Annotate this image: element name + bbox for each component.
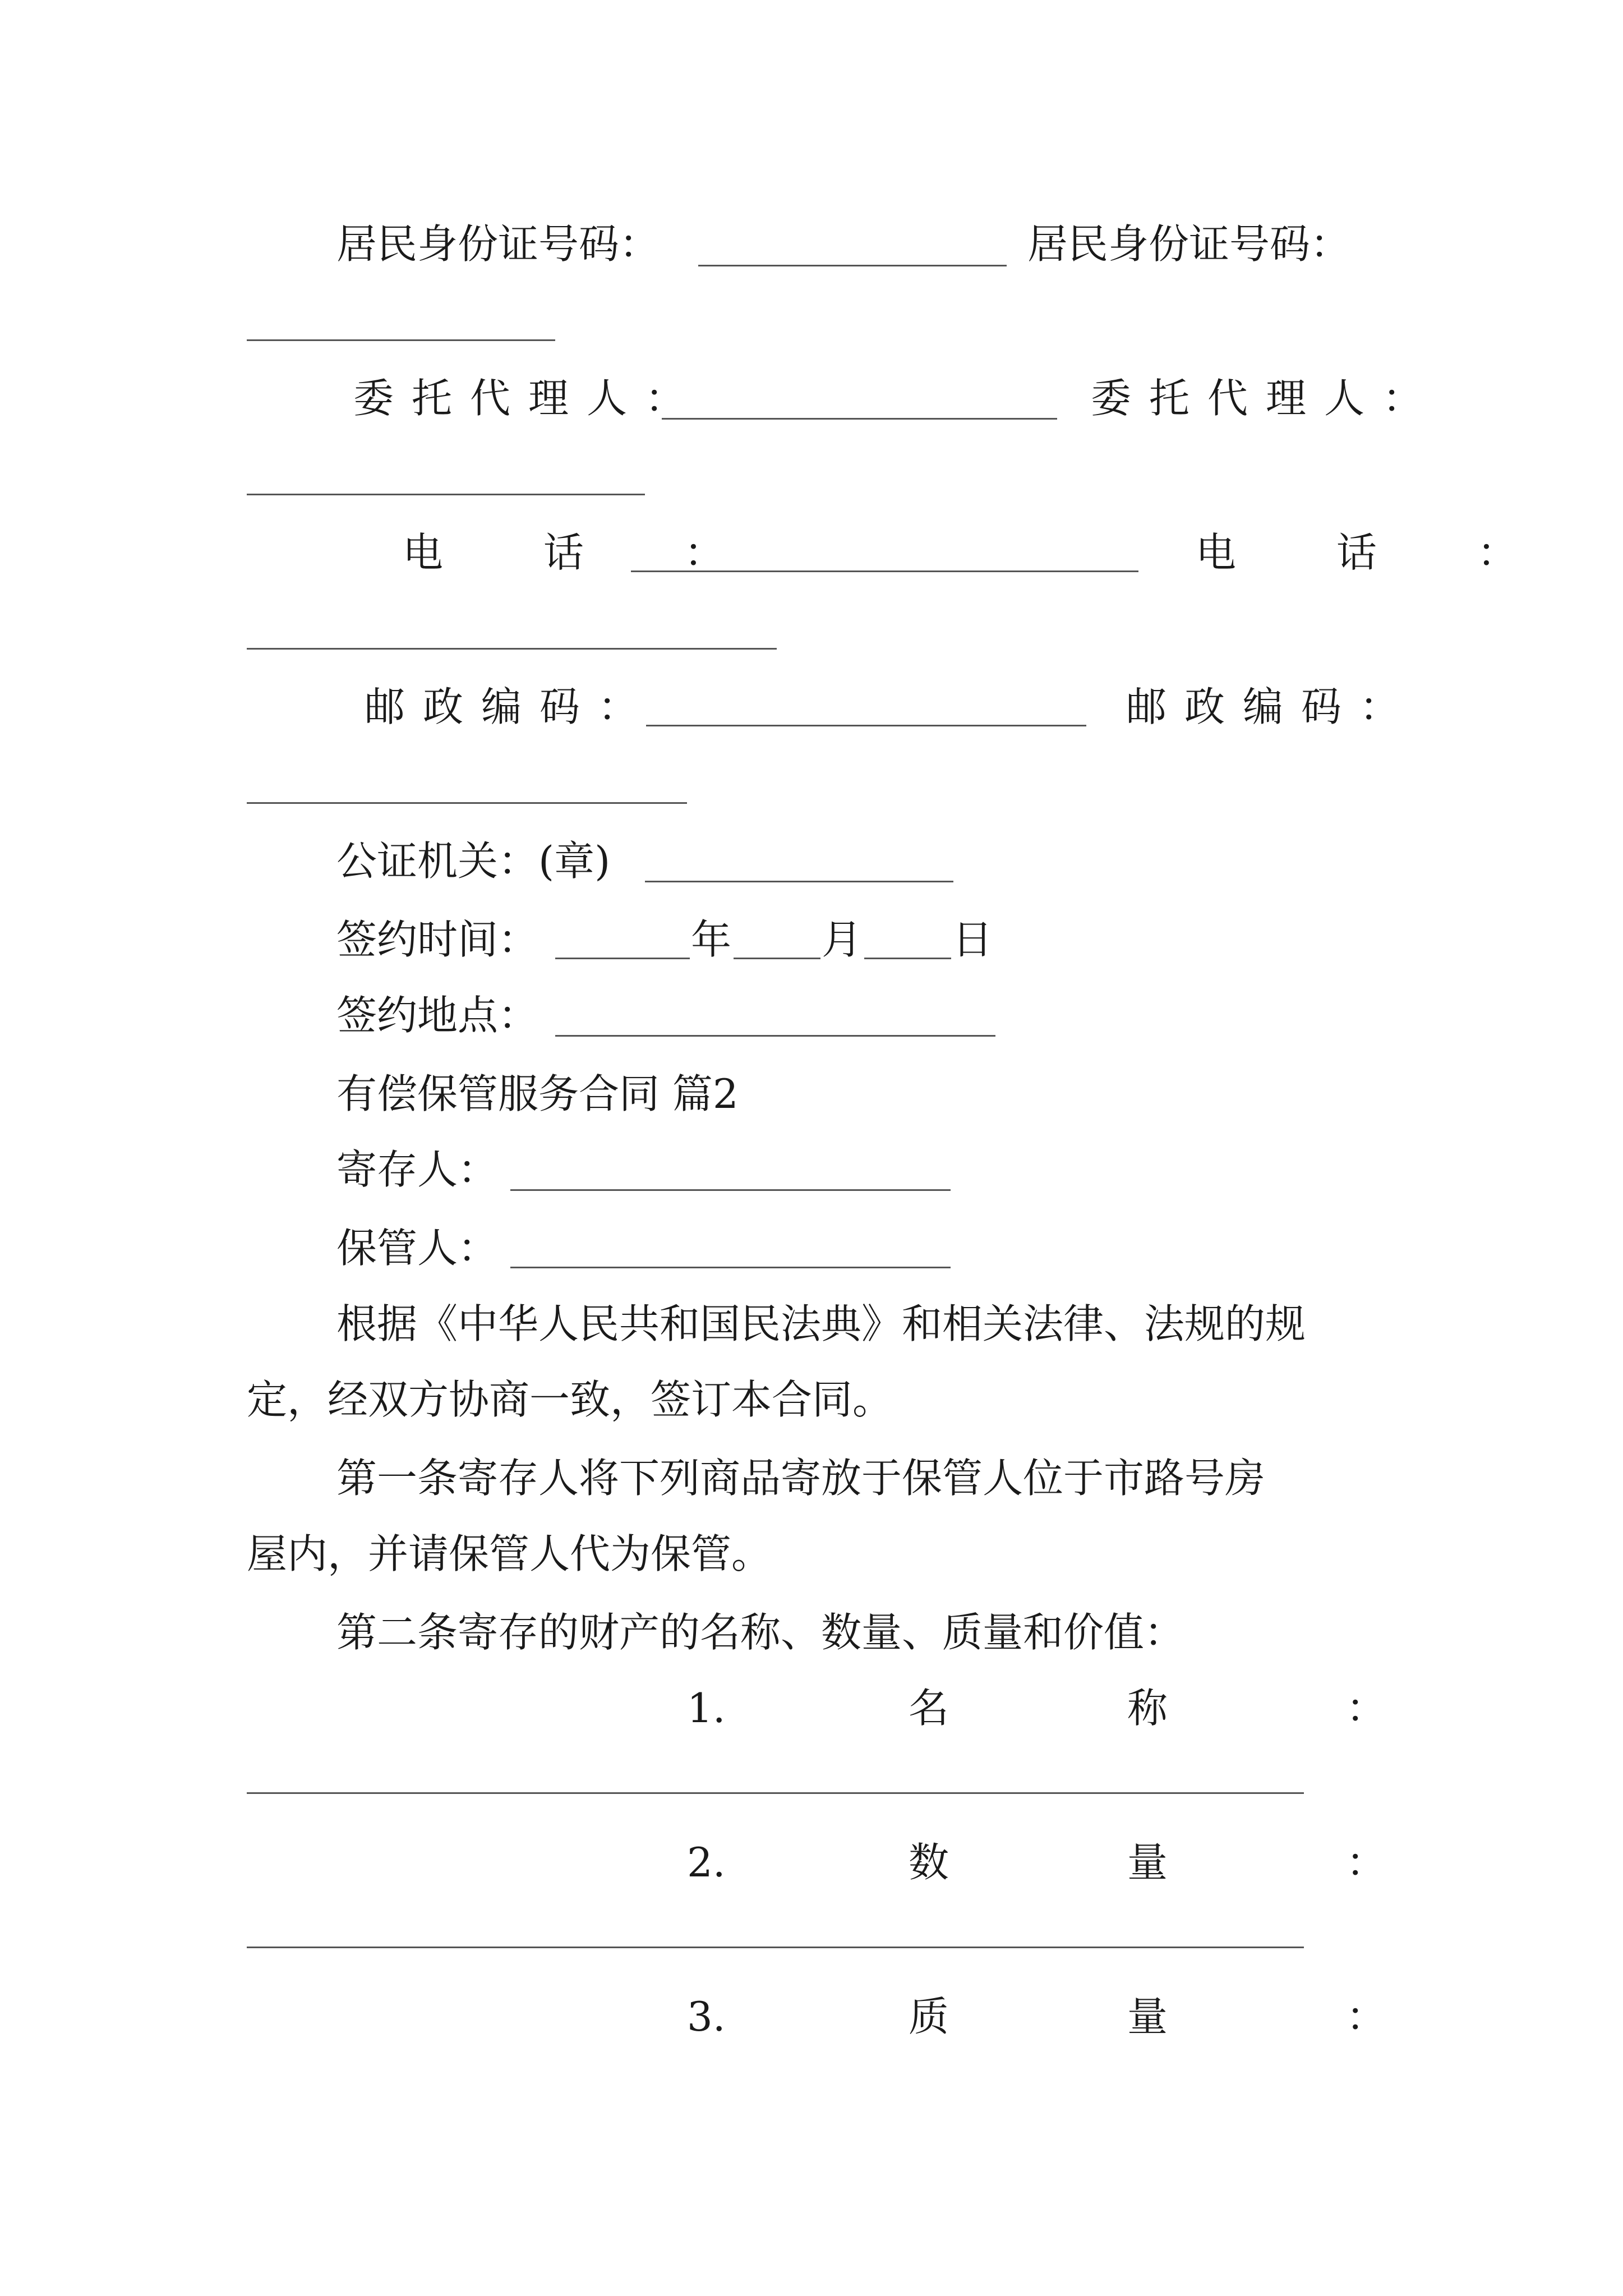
agent-label-right: 委托代理人： [1091,375,1441,422]
notary-label: 公证机关：(章) [336,838,611,885]
year-label: 年 [691,916,732,963]
item-1-number: 1. [687,1685,726,1732]
article-1-line-2: 屋内，并请保管人代为保管。 [247,1530,772,1577]
item-1-char-1: 名 [909,1685,949,1732]
id-number-label-left: 居民身份证号码： [336,220,660,268]
agent-blank-left [662,418,1057,420]
item-2-blank [247,1947,1304,1948]
phone-label-left: 电 话 ： [403,529,768,576]
custodian-label: 保管人： [336,1225,499,1272]
depositor-label: 寄存人： [336,1146,499,1193]
article-1-line-1: 第一条寄存人将下列商品寄放于保管人位于市路号房 [336,1455,1266,1502]
item-2-number: 2. [687,1839,726,1886]
id-number-label-right: 居民身份证号码： [1027,220,1351,268]
item-1-char-2: 称 [1127,1685,1168,1732]
item-3-char-1: 质 [909,1993,949,2040]
sign-time-label: 签约时间： [336,916,539,963]
section-title: 有偿保管服务合同 篇2 [336,1070,739,1117]
item-3-char-2: 量 [1127,1993,1168,2040]
month-blank [734,958,820,959]
item-1-blank [247,1792,1304,1794]
depositor-blank [510,1189,951,1191]
day-blank [864,958,951,959]
postcode-blank-left [646,725,1086,726]
agent-label-left: 委托代理人： [353,375,704,422]
phone-blank-left [631,570,1138,572]
id-number-blank-left [698,265,1007,266]
item-3-colon: ： [1346,1993,1387,2040]
postcode-label-right: 邮政编码： [1126,683,1418,730]
custodian-blank [510,1267,951,1268]
intro-line-1: 根据《中华人民共和国民法典》和相关法律、法规的规 [336,1300,1306,1347]
article-2-line: 第二条寄存的财产的名称、数量、质量和价值： [336,1609,1185,1656]
phone-blank-right [247,648,777,650]
year-blank [555,958,690,959]
phone-label-right: 电 话 ： [1196,529,1561,576]
sign-place-label: 签约地点： [336,992,539,1039]
item-3-number: 3. [687,1993,726,2040]
postcode-label-left: 邮政编码： [365,683,657,730]
day-label: 日 [952,916,993,963]
intro-line-2: 定，经双方协商一致，签订本合同。 [247,1376,893,1423]
item-2-char-2: 量 [1127,1839,1168,1886]
item-2-colon: ： [1346,1839,1387,1886]
item-2-char-1: 数 [909,1839,949,1886]
notary-blank [645,881,953,882]
agent-blank-right [247,494,645,495]
id-number-blank-right [247,339,555,341]
month-label: 月 [822,916,863,963]
item-1-colon: ： [1346,1685,1387,1732]
postcode-blank-right [247,802,687,804]
sign-place-blank [555,1035,995,1037]
